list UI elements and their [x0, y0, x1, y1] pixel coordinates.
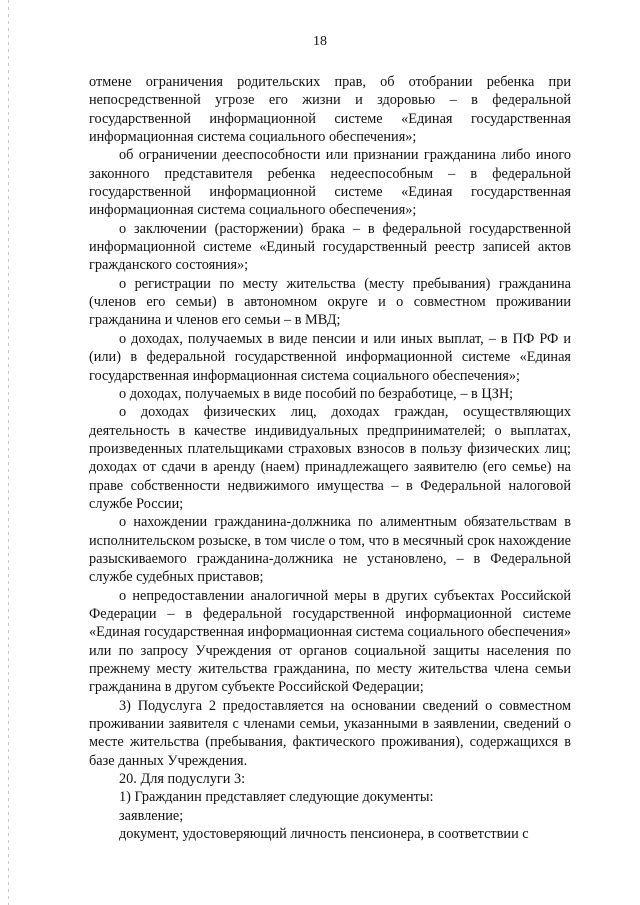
paragraph: о регистрации по месту жительства (месту пребывания) гражданина (членов его семьи) в автономном округе и о совместном проживании гражданина и членов его семьи – в МВД;	[89, 275, 571, 329]
paragraph: о доходах, получаемых в виде пенсии и или иных выплат, – в ПФ РФ и (или) в федеральной государственной информационной системе «Единая государственная информационная система социального обеспечения»;	[89, 330, 571, 384]
paragraph: об ограничении дееспособности или признании гражданина либо иного законного представителя ребенка недееспособным – в федеральной государственной информационной системе «Единая государственная информационная система социального обеспечения»;	[89, 147, 571, 219]
paragraph: о нахождении гражданина-должника по алиментным обязательствам в исполнительском розыске, в том числе о том, что в месячный срок нахождение разыскиваемого гражданина-должника не установлено, – в Федеральной службе судебных приставов;	[89, 514, 571, 586]
paragraph: отмене ограничения родительских прав, об отобрании ребенка при непосредственной угрозе его жизни и здоровью – в федеральной государственной информационной системе «Единая государственная информационная система социального обеспечения»;	[89, 74, 571, 146]
paragraph: 1) Гражданин представляет следующие документы:	[119, 789, 434, 806]
paragraph: 20. Для подуслуги 3:	[119, 771, 246, 788]
paragraph: о непредоставлении аналогичной меры в других субъектах Российской Федерации – в федеральной государственной информационной системе «Единая государственная информационная система социального обеспечения» или по запросу Учреждения от органов социальной защиты населения по прежнему месту жительства гражданина, по месту жительства члена семьи гражданина в другом субъекте Российской Федерации;	[89, 587, 571, 696]
document-body	[89, 73, 571, 843]
paragraph: документ, удостоверяющий личность пенсионера, в соответствии с	[119, 826, 529, 843]
paragraph: заявление;	[119, 807, 184, 824]
paragraph: о доходах физических лиц, доходах граждан, осуществляющих деятельность в качестве индивидуальных предпринимателей; о выплатах, произведенных плательщиками страховых взносов в пользу физических лиц; доходах от сдачи в аренду (наем) принадлежащего заявителю (его семье) на праве собственности недвижимого имущества – в Федеральной налоговой службе России;	[89, 404, 571, 512]
paragraph: 3) Подуслуга 2 предоставляется на основании сведений о совместном проживании заявителя с членами семьи, указанными в заявлении, сведений о месте жительства (пребывания, фактического проживания), содержащихся в базе данных Учреждения.	[89, 697, 571, 769]
page-number: 18	[313, 34, 327, 49]
paragraph: о доходах, получаемых в виде пособий по безработице, – в ЦЗН;	[119, 385, 514, 402]
paragraph: о заключении (расторжении) брака – в федеральной государственной информационной системе «Единый государственный реестр записей актов гражданского состояния»;	[89, 220, 571, 274]
scan-edge-line	[8, 0, 9, 905]
